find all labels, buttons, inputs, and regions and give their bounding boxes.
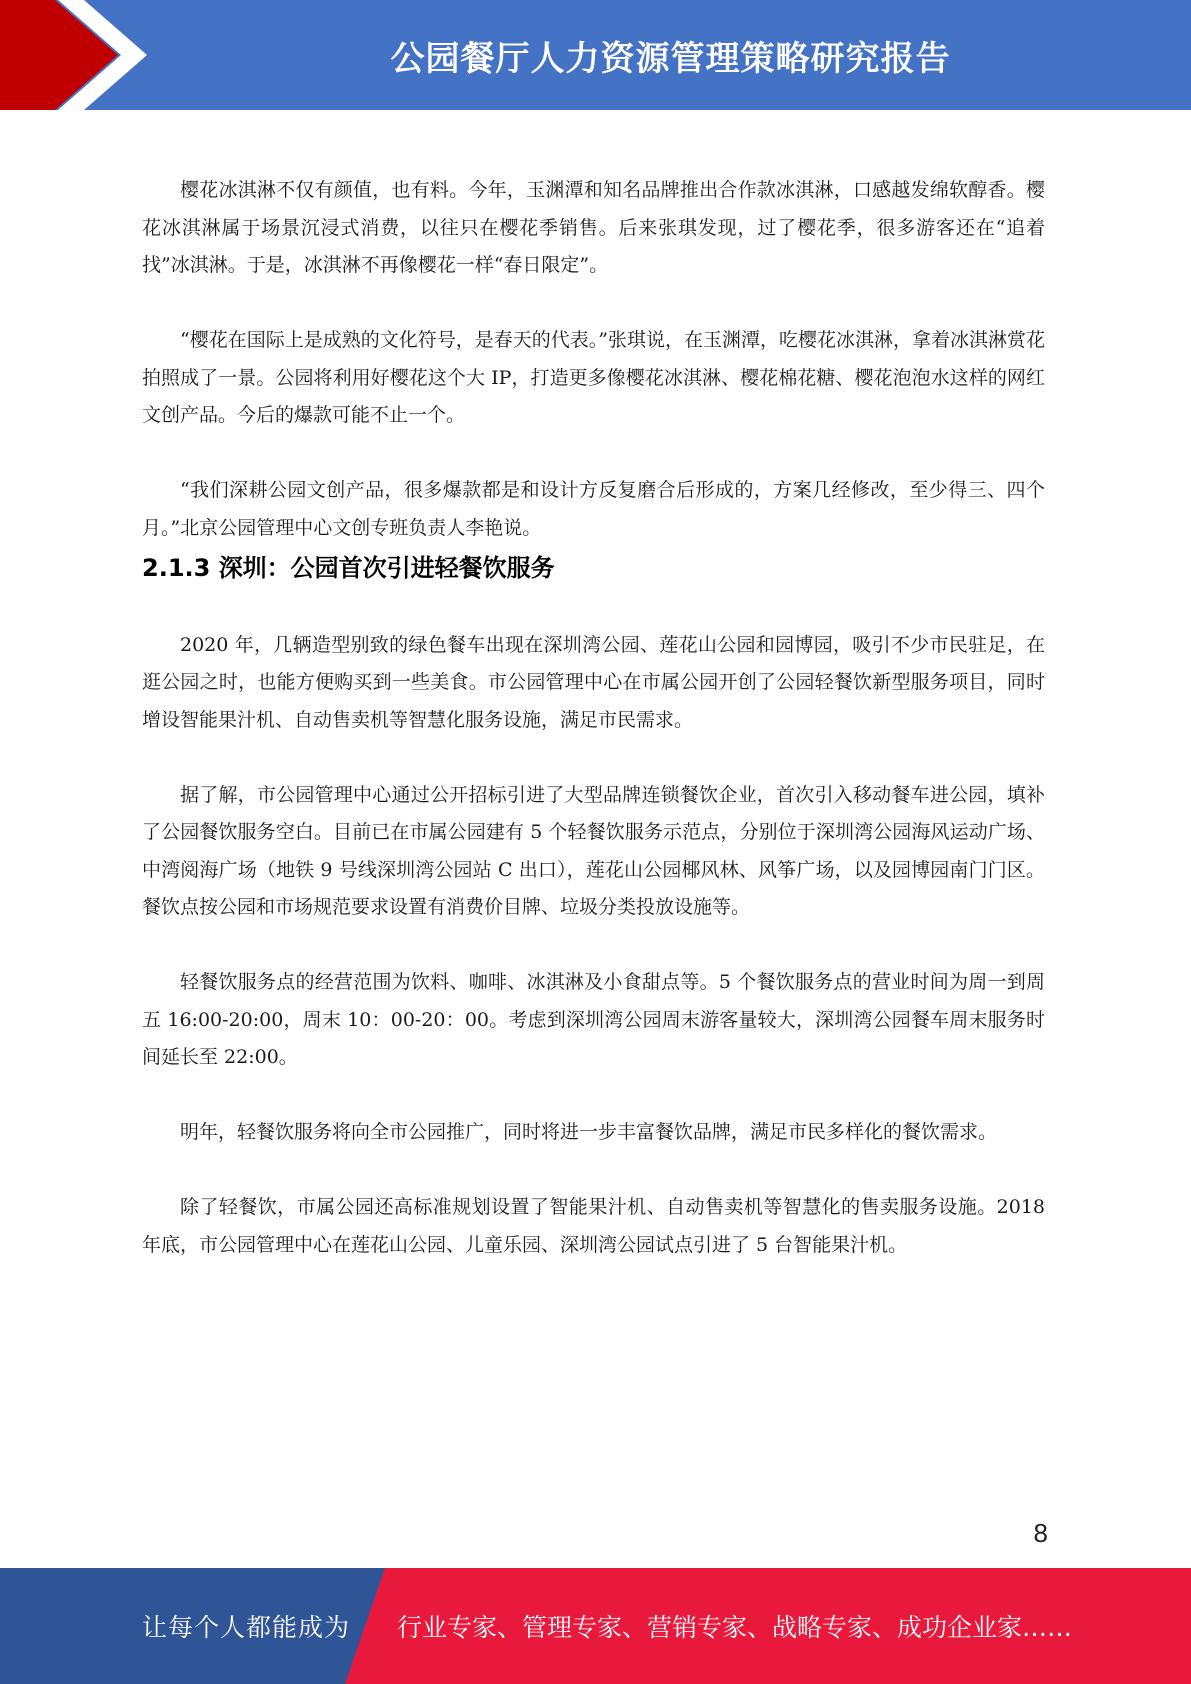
paragraph: 除了轻餐饮，市属公园还高标准规划设置了智能果汁机、自动售卖机等智慧化的售卖服务设施。2018 年底，市公园管理中心在莲花山公园、儿童乐园、深圳湾公园试点引进了 5 台智能果汁机。 (142, 1196, 1045, 1256)
paragraph: 明年，轻餐饮服务将向全市公园推广，同时将进一步丰富餐饮品牌，满足市民多样化的餐饮需求。 (180, 1121, 998, 1143)
section-heading: 2.1.3 深圳：公园首次引进轻餐饮服务 (142, 554, 555, 582)
page-footer (0, 1568, 1191, 1684)
page-content (142, 172, 1045, 1264)
paragraph: 据了解，市公园管理中心通过公开招标引进了大型品牌连锁餐饮企业，首次引入移动餐车进公园，填补了公园餐饮服务空白。目前已在市属公园建有 5 个轻餐饮服务示范点，分别位于深圳湾公园海风运动广场、中湾阅海广场（地铁 9 号线深圳湾公园站 C 出口），莲花山公园椰风林、风筝广场，以及园博园南门门区。餐饮点按公园和市场规范要求设置有消费价目牌、垃圾分类投放设施等。 (142, 783, 1045, 918)
paragraph: 樱花冰淇淋不仅有颜值，也有料。今年，玉渊潭和知名品牌推出合作款冰淇淋，口感越发绵软醇香。樱花冰淇淋属于场景沉浸式消费，以往只在樱花季销售。后来张琪发现，过了樱花季，很多游客还在“追着找”冰淇淋。于是，冰淇淋不再像樱花一样“春日限定”。 (142, 179, 1045, 276)
paragraph: 2020 年，几辆造型别致的绿色餐车出现在深圳湾公园、莲花山公园和园博园，吸引不少市民驻足，在逛公园之时，也能方便购买到一些美食。市公园管理中心在市属公园开创了公园轻餐饮新型服务项目，同时增设智能果汁机、自动售卖机等智慧化服务设施，满足市民需求。 (142, 633, 1045, 731)
paragraph: “我们深耕公园文创产品，很多爆款都是和设计方反复磨合后形成的，方案几经修改，至少得三、四个月。”北京公园管理中心文创专班负责人李艳说。 (142, 479, 1045, 539)
page-header (0, 0, 1191, 110)
report-title: 公园餐厅人力资源管理策略研究报告 (390, 38, 951, 79)
page-number: 8 (1033, 1518, 1048, 1548)
paragraph: “樱花在国际上是成熟的文化符号，是春天的代表。”张琪说，在玉渊潭，吃樱花冰淇淋，拿着冰淇淋赏花拍照成了一景。公园将利用好樱花这个大 IP，打造更多像樱花冰淇淋、樱花棉花糖、樱花泡泡水这样的网红文创产品。今后的爆款可能不止一个。 (142, 329, 1045, 426)
header-chevron-decoration (0, 0, 160, 110)
footer-slogan-left: 让每个人都能成为 (142, 1613, 351, 1642)
paragraph: 轻餐饮服务点的经营范围为饮料、咖啡、冰淇淋及小食甜点等。5 个餐饮服务点的营业时间为周一到周五 16:00-20:00，周末 10：00-20：00。考虑到深圳湾公园周末游客量较大，深圳湾公园餐车周末服务时间延长至 22:00。 (142, 971, 1045, 1068)
footer-slogan-right: 行业专家、管理专家、营销专家、战略专家、成功企业家…… (397, 1613, 1073, 1642)
